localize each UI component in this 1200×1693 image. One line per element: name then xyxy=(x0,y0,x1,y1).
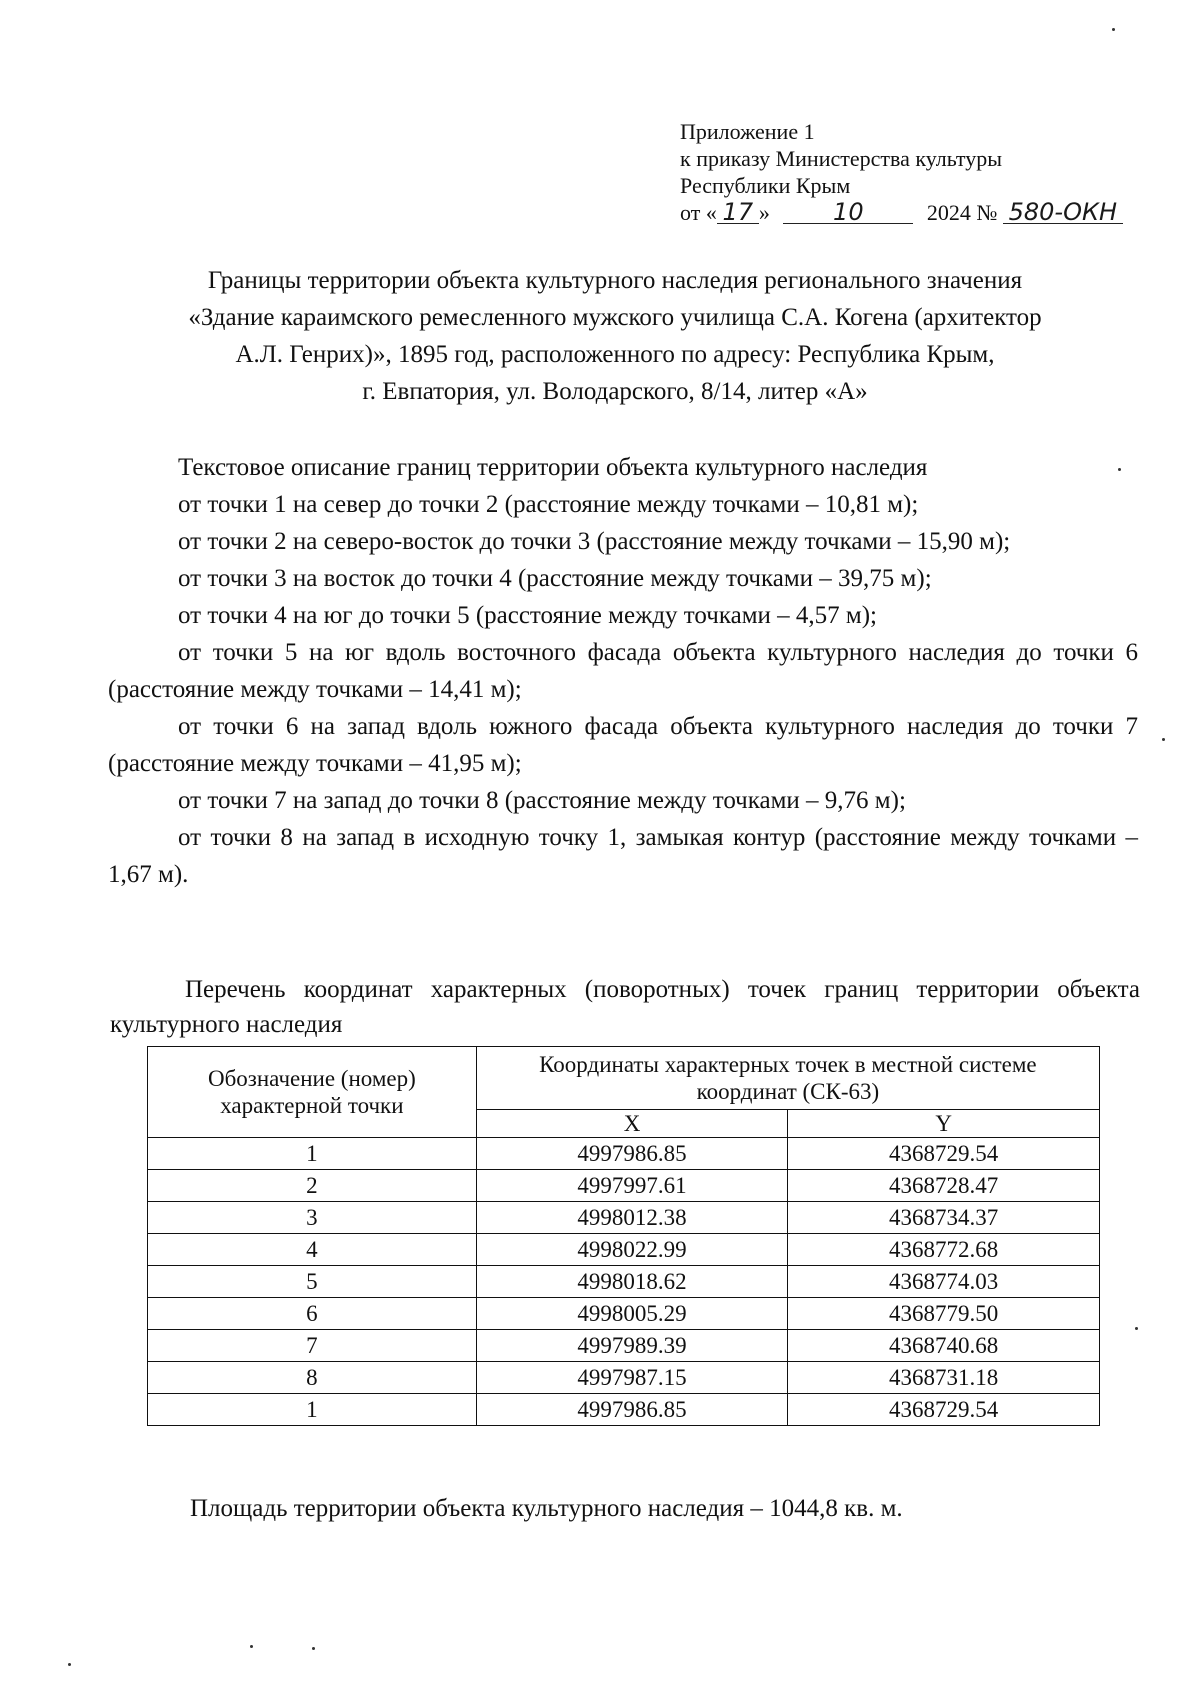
document-title xyxy=(100,262,1130,410)
order-year-number-label: 2024 № xyxy=(926,200,998,225)
table-row xyxy=(148,1138,1100,1170)
appendix-header xyxy=(680,118,1140,226)
description-paragraph: от точки 1 на север до точки 2 (расстояние между точками – 10,81 м); xyxy=(178,491,919,518)
description-paragraph: от точки 3 на восток до точки 4 (расстояние между точками – 39,75 м); xyxy=(178,565,932,592)
boundary-description xyxy=(108,449,1138,893)
description-heading: Текстовое описание границ территории объекта культурного наследия xyxy=(178,454,928,481)
cell-x: 4997986.85 xyxy=(476,1138,788,1170)
scan-speck xyxy=(312,1647,315,1650)
column-header-point: Обозначение (номер) характерной точки xyxy=(148,1047,477,1138)
cell-x: 4998012.38 xyxy=(476,1202,788,1234)
table-row xyxy=(148,1362,1100,1394)
cell-y: 4368729.54 xyxy=(788,1138,1100,1170)
cell-point: 7 xyxy=(148,1330,477,1362)
cell-point: 8 xyxy=(148,1362,477,1394)
column-header-y: Y xyxy=(788,1110,1100,1138)
scan-speck xyxy=(1112,28,1115,31)
cell-x: 4997997.61 xyxy=(476,1170,788,1202)
cell-point: 2 xyxy=(148,1170,477,1202)
cell-point: 5 xyxy=(148,1266,477,1298)
cell-point: 6 xyxy=(148,1298,477,1330)
scan-speck xyxy=(250,1645,253,1648)
table-row xyxy=(148,1266,1100,1298)
scan-speck xyxy=(68,1663,71,1666)
description-paragraph: от точки 8 на запад в исходную точку 1, замыкая контур (расстояние между точками – 1,67 м). xyxy=(108,824,1138,888)
column-header-coordinates: Координаты характерных точек в местной системе координат (СК-63) xyxy=(476,1047,1099,1110)
table-row xyxy=(148,1298,1100,1330)
description-paragraph: от точки 5 на юг вдоль восточного фасада объекта культурного наследия до точки 6 (расстояние между точками – 14,41 м); xyxy=(108,639,1138,703)
cell-x: 4997986.85 xyxy=(476,1394,788,1426)
appendix-line-1: Приложение 1 xyxy=(680,119,815,144)
title-line-3: А.Л. Генрих)», 1895 год, расположенного по адресу: Республика Крым, xyxy=(235,341,995,368)
description-paragraph: от точки 7 на запад до точки 8 (расстояние между точками – 9,76 м); xyxy=(178,787,906,814)
coordinates-table xyxy=(147,1046,1100,1426)
cell-x: 4998022.99 xyxy=(476,1234,788,1266)
cell-x: 4997989.39 xyxy=(476,1330,788,1362)
scan-speck xyxy=(1162,738,1165,741)
cell-point: 3 xyxy=(148,1202,477,1234)
description-paragraph: от точки 2 на северо-восток до точки 3 (расстояние между точками – 15,90 м); xyxy=(178,528,1011,555)
coordinates-heading: Перечень координат характерных (поворотных) точек границ территории объекта культурного наследия xyxy=(110,976,1140,1038)
order-month: 10 xyxy=(783,201,913,224)
table-row xyxy=(148,1234,1100,1266)
cell-point: 4 xyxy=(148,1234,477,1266)
date-mid: » xyxy=(758,200,770,225)
cell-y: 4368728.47 xyxy=(788,1170,1100,1202)
appendix-line-2: к приказу Министерства культуры xyxy=(680,146,1003,171)
cell-y: 4368779.50 xyxy=(788,1298,1100,1330)
table-row xyxy=(148,1330,1100,1362)
cell-point: 1 xyxy=(148,1394,477,1426)
territory-area: Площадь территории объекта культурного наследия – 1044,8 кв. м. xyxy=(190,1495,903,1522)
cell-y: 4368772.68 xyxy=(788,1234,1100,1266)
cell-y: 4368774.03 xyxy=(788,1266,1100,1298)
description-paragraph: от точки 6 на запад вдоль южного фасада объекта культурного наследия до точки 7 (расстояние между точками – 41,95 м); xyxy=(108,713,1138,777)
table-row xyxy=(148,1170,1100,1202)
cell-y: 4368734.37 xyxy=(788,1202,1100,1234)
title-line-2: «Здание караимского ремесленного мужского училища С.А. Когена (архитектор xyxy=(188,304,1042,331)
cell-y: 4368740.68 xyxy=(788,1330,1100,1362)
table-row xyxy=(148,1202,1100,1234)
order-day: 17 xyxy=(717,201,759,224)
appendix-line-3: Республики Крым xyxy=(680,173,851,198)
cell-point: 1 xyxy=(148,1138,477,1170)
order-number: 580-ОКН xyxy=(1003,201,1123,224)
cell-x: 4998018.62 xyxy=(476,1266,788,1298)
cell-x: 4997987.15 xyxy=(476,1362,788,1394)
cell-x: 4998005.29 xyxy=(476,1298,788,1330)
date-prefix: от « xyxy=(680,200,717,225)
description-paragraph: от точки 4 на юг до точки 5 (расстояние между точками – 4,57 м); xyxy=(178,602,877,629)
title-line-4: г. Евпатория, ул. Володарского, 8/14, литер «А» xyxy=(362,378,868,405)
table-row xyxy=(148,1394,1100,1426)
title-line-1: Границы территории объекта культурного наследия регионального значения xyxy=(207,267,1023,294)
cell-y: 4368729.54 xyxy=(788,1394,1100,1426)
scan-speck xyxy=(1135,1327,1138,1330)
scan-speck xyxy=(1118,468,1121,471)
cell-y: 4368731.18 xyxy=(788,1362,1100,1394)
column-header-x: X xyxy=(476,1110,788,1138)
order-date-line xyxy=(680,199,1140,226)
